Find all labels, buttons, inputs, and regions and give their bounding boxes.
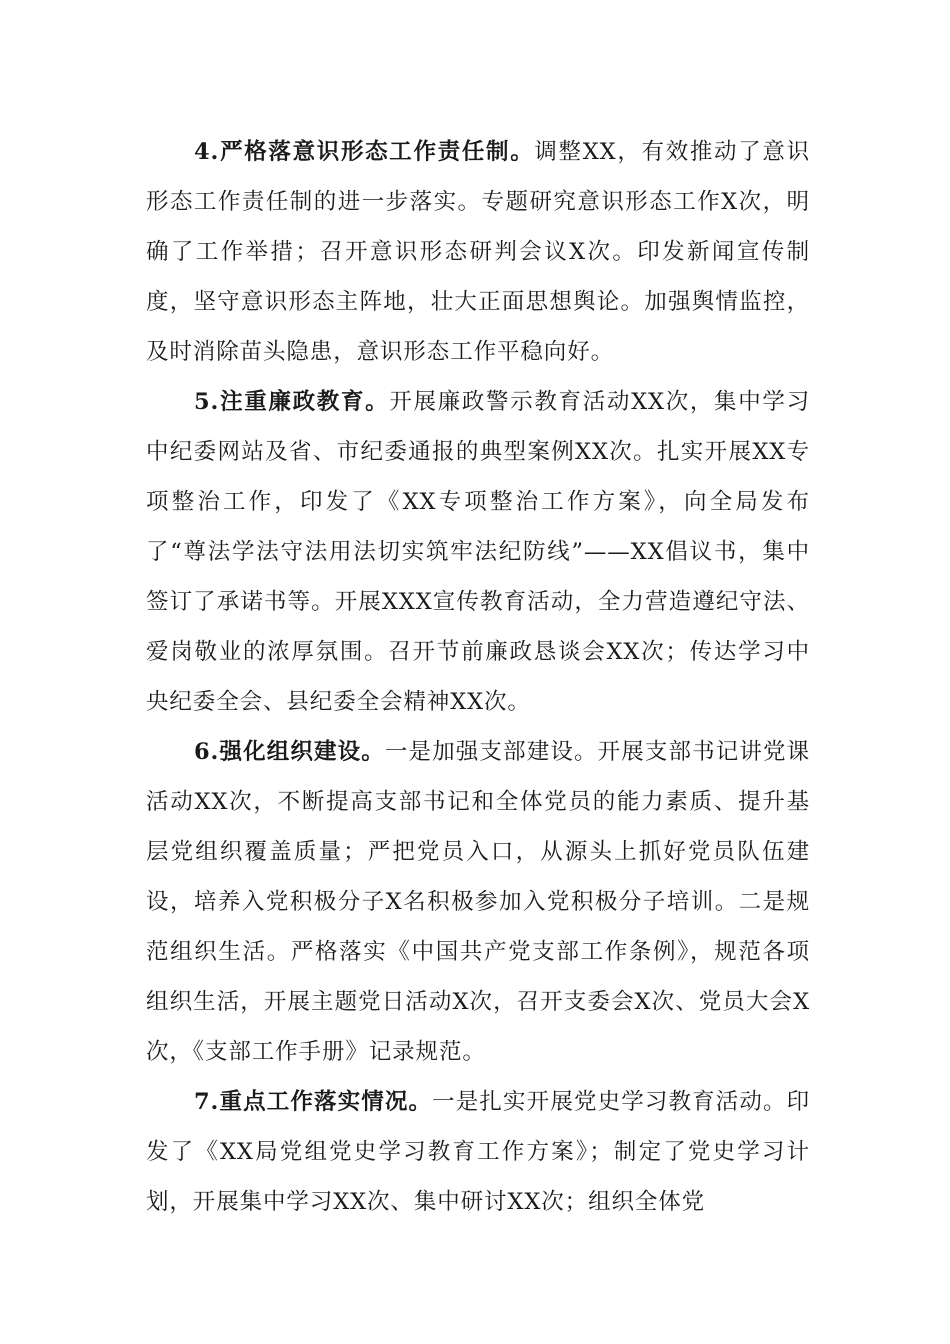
paragraph-7-heading: 7.重点工作落实情况。 (194, 1089, 433, 1115)
paragraph-4 (146, 127, 810, 377)
paragraph-5-text: 开展廉政警示教育活动XX次，集中学习中纪委网站及省、市纪委通报的典型案例XX次。扎实开展XX专项整治工作，印发了《XX专项整治工作方案》，向全局发布了“尊法学法守法用法切实筑牢法纪防线”——XX倡议书，集中签订了承诺书等。开展XXX宣传教育活动，全力营造遵纪守法、爱岗敬业的浓厚氛围。召开节前廉政恳谈会XX次；传达学习中央纪委全会、县纪委全会精神XX次。 (146, 389, 810, 715)
paragraph-5 (146, 377, 810, 727)
paragraph-7-text: 一是扎实开展党史学习教育活动。印发了《XX局党组党史学习教育工作方案》；制定了党史学习计划，开展集中学习XX次、集中研讨XX次；组织全体党 (146, 1089, 810, 1215)
paragraph-6-text: 一是加强支部建设。开展支部书记讲党课活动XX次，不断提高支部书记和全体党员的能力素质、提升基层党组织覆盖质量；严把党员入口，从源头上抓好党员队伍建设，培养入党积极分子X名积极参加入党积极分子培训。二是规范组织生活。严格落实《中国共产党支部工作条例》，规范各项组织生活，开展主题党日活动X次，召开支委会X次、党员大会X次，《支部工作手册》记录规范。 (146, 739, 811, 1065)
document-body (146, 127, 810, 1227)
paragraph-4-heading: 4.严格落意识形态工作责任制。 (194, 139, 535, 165)
paragraph-5-heading: 5.注重廉政教育。 (194, 389, 390, 415)
paragraph-4-text: 调整XX，有效推动了意识形态工作责任制的进一步落实。专题研究意识形态工作X次，明确了工作举措；召开意识形态研判会议X次。印发新闻宣传制度，坚守意识形态主阵地，壮大正面思想舆论。加强舆情监控，及时消除苗头隐患，意识形态工作平稳向好。 (146, 139, 810, 365)
paragraph-6 (146, 727, 810, 1077)
paragraph-6-heading: 6.强化组织建设。 (194, 739, 385, 765)
paragraph-7 (146, 1077, 810, 1227)
